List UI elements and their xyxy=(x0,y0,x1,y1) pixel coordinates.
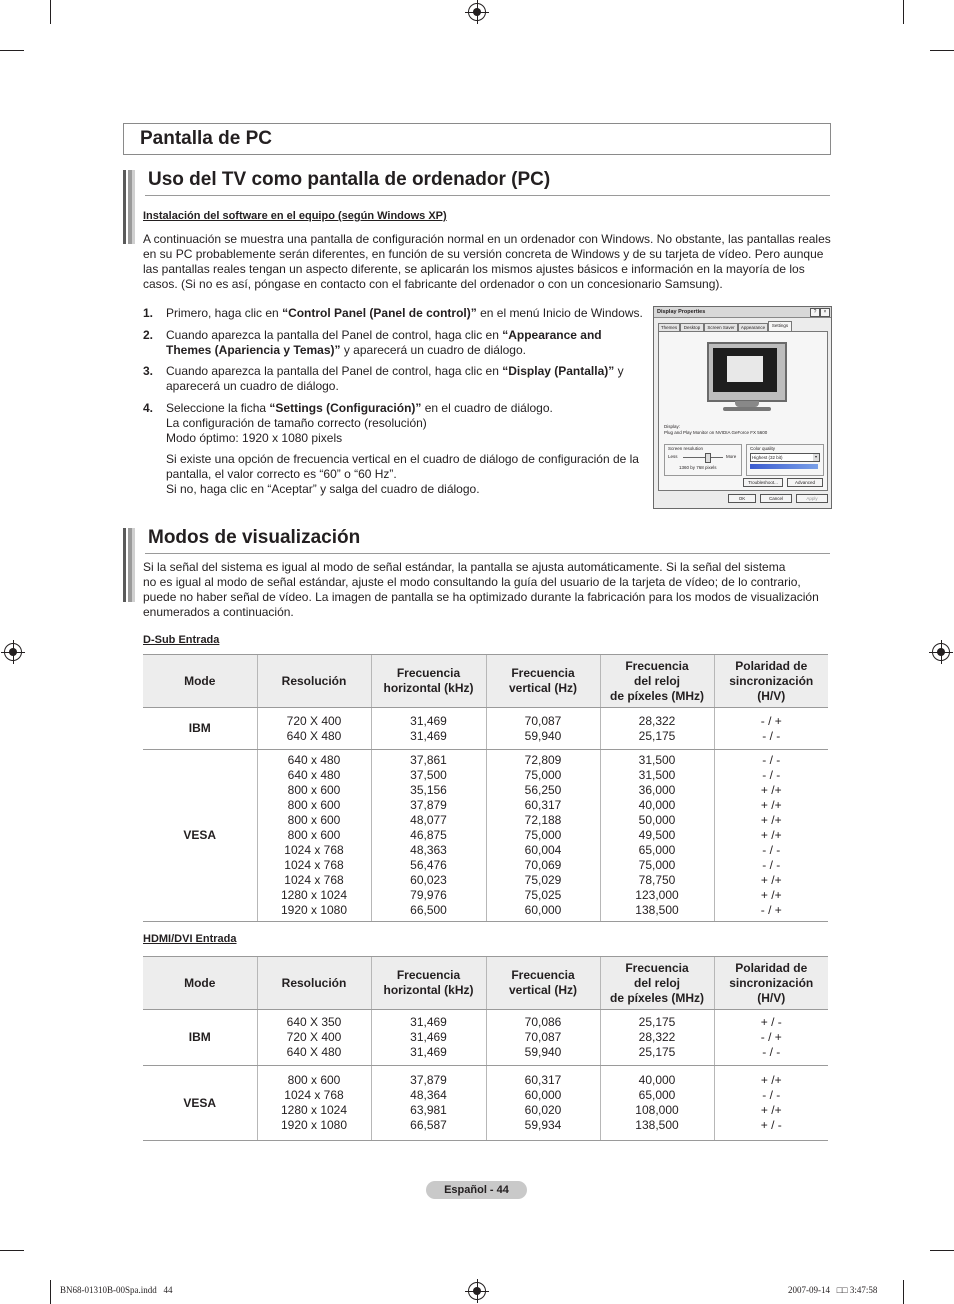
cell-value: 1280 x 1024 xyxy=(280,888,348,902)
cell-value: 72,188 xyxy=(524,813,562,827)
cell-value: 800 x 600 xyxy=(287,813,341,827)
color-label: Color quality xyxy=(750,446,776,451)
cell-value: 31,469 xyxy=(410,1045,447,1059)
table-cell xyxy=(371,708,486,750)
table-row xyxy=(143,750,828,922)
resolution-label: Screen resolution xyxy=(668,446,704,451)
cell-value: - / - xyxy=(762,1088,781,1102)
section-title: Modos de visualización xyxy=(148,527,361,548)
section-bar xyxy=(123,528,135,602)
cell-value: 640 x 480 xyxy=(287,753,341,767)
column-header xyxy=(257,957,371,1010)
cell-value: 800 x 600 xyxy=(287,828,341,842)
close-icon[interactable]: × xyxy=(820,308,830,317)
cell-value: 640 X 350 xyxy=(286,1015,342,1029)
cell-value: 138,500 xyxy=(635,1118,679,1132)
cell-value: 75,000 xyxy=(524,828,562,842)
step-text: Primero, haga clic en xyxy=(166,306,283,320)
cell-value: 60,000 xyxy=(524,1088,562,1102)
cell-value: 70,069 xyxy=(524,858,562,872)
table-cell xyxy=(714,708,828,750)
crop-mark xyxy=(0,1250,24,1251)
slider-thumb[interactable] xyxy=(705,453,711,463)
cell-value: 800 x 600 xyxy=(287,798,341,812)
cell-value: 48,077 xyxy=(410,813,447,827)
cancel-button[interactable]: Cancel xyxy=(760,494,792,503)
page-title-box xyxy=(123,123,831,155)
color-bar xyxy=(750,464,818,469)
cell-value: - / - xyxy=(762,728,781,743)
cell-value: 35,156 xyxy=(410,783,447,797)
step4-line: La configuración de tamaño correcto (resolución) xyxy=(166,416,427,430)
cell-value: 59,934 xyxy=(524,1118,562,1132)
step-text: Seleccione la ficha xyxy=(166,401,270,415)
cell-value: 123,000 xyxy=(635,888,679,902)
header-line: Frecuencia xyxy=(396,968,461,982)
header-line: Resolución xyxy=(281,975,347,990)
page-title: Pantalla de PC xyxy=(140,128,272,149)
crop-mark xyxy=(903,1280,904,1304)
table-cell xyxy=(486,1010,600,1066)
cell-value: 28,322 xyxy=(638,1030,676,1044)
step-bold: “Display (Pantalla)” xyxy=(502,364,615,378)
cell-value: 1920 x 1080 xyxy=(280,903,348,917)
color-value: Highest (32 bit) xyxy=(752,455,783,460)
cell-value: 25,175 xyxy=(638,728,676,743)
chevron-down-icon: ▾ xyxy=(814,454,817,459)
dialog-title: Display Properties xyxy=(657,309,706,315)
step-number: 4. xyxy=(143,401,154,415)
cell-value: - / - xyxy=(762,753,781,767)
note-line: pantalla, el valor correcto es “60” o “60 Hz”. xyxy=(166,467,397,481)
step-number: 2. xyxy=(143,328,154,342)
apply-button[interactable]: Apply xyxy=(796,494,828,503)
install-subheading: Instalación del software en el equipo (según Windows XP) xyxy=(143,210,447,222)
registration-mark-icon xyxy=(4,643,22,661)
header-line: horizontal (kHz) xyxy=(383,681,474,695)
table-cell xyxy=(600,1066,714,1141)
header-line: Frecuencia xyxy=(511,666,575,680)
table-cell xyxy=(486,750,600,922)
cell-value: 28,322 xyxy=(638,713,676,728)
cell-value: 720 X 400 xyxy=(286,713,342,728)
table-cell xyxy=(257,1066,371,1141)
page-number-badge: Español - 44 xyxy=(426,1181,527,1199)
cell-value: 70,087 xyxy=(524,713,562,728)
intro-line: casos. (Si no es así, póngase en contacto con el fabricante del ordenador o con un concesionario Samsung). xyxy=(143,277,723,291)
cell-value: 60,317 xyxy=(524,1073,562,1087)
cell-value: - / + xyxy=(760,903,782,917)
advanced-button[interactable]: Advanced xyxy=(787,478,823,487)
mode-cell: VESA xyxy=(143,750,257,922)
cell-value: 37,500 xyxy=(410,768,447,782)
cell-value: 75,000 xyxy=(524,768,562,782)
column-header xyxy=(714,957,828,1010)
cell-value: 72,809 xyxy=(524,753,562,767)
header-line: del reloj xyxy=(633,975,680,990)
cell-value: 60,020 xyxy=(524,1103,562,1117)
cell-value: 60,000 xyxy=(524,903,562,917)
cell-value: + /+ xyxy=(760,873,782,887)
display-label: Display: xyxy=(664,424,681,429)
header-line: Frecuencia xyxy=(511,968,575,982)
mode-cell: IBM xyxy=(143,1010,257,1066)
step-bold: “Control Panel (Panel de control)” xyxy=(282,306,477,320)
cell-value: 56,476 xyxy=(410,858,447,872)
header-line: (H/V) xyxy=(757,688,786,703)
install-intro xyxy=(143,232,833,292)
cell-value: 66,587 xyxy=(410,1118,447,1132)
cell-value: 1024 x 768 xyxy=(284,843,344,857)
monitor-preview xyxy=(707,342,787,402)
less-label: Less xyxy=(668,454,678,459)
header-line: de píxeles (MHz) xyxy=(609,990,705,1005)
file-slug: BN68-01310B-00Spa.indd 44 xyxy=(60,1285,173,1295)
column-header xyxy=(600,957,714,1010)
mode-cell: IBM xyxy=(143,708,257,750)
column-header xyxy=(143,655,257,708)
cell-value: 37,879 xyxy=(410,1073,447,1087)
cell-value: 63,981 xyxy=(410,1103,447,1117)
ok-button[interactable]: OK xyxy=(728,494,756,503)
cell-value: 40,000 xyxy=(638,1073,676,1087)
tab-settings[interactable]: Settings xyxy=(768,321,792,331)
cell-value: 70,087 xyxy=(524,1030,562,1044)
cell-value: 60,023 xyxy=(410,873,447,887)
section-rule xyxy=(145,553,830,554)
column-header xyxy=(371,957,486,1010)
step4-line: Modo óptimo: 1920 x 1080 pixels xyxy=(166,431,343,445)
column-header xyxy=(600,655,714,708)
cell-value: 31,500 xyxy=(638,753,676,767)
table-cell xyxy=(486,708,600,750)
column-header xyxy=(714,655,828,708)
cell-value: 108,000 xyxy=(635,1103,679,1117)
cell-value: 31,469 xyxy=(410,1015,447,1029)
cell-value: + /+ xyxy=(760,828,782,842)
tab-desktop[interactable]: Desktop xyxy=(680,323,704,331)
header-line: Frecuencia xyxy=(625,658,689,673)
step-bold: “Settings (Configuración)” xyxy=(269,401,422,415)
cell-value: 78,750 xyxy=(638,873,676,887)
table-cell xyxy=(600,708,714,750)
step-number: 1. xyxy=(143,306,154,320)
cell-value: 800 x 600 xyxy=(287,783,341,797)
cell-value: 31,500 xyxy=(638,768,676,782)
cell-value: 25,175 xyxy=(638,1015,676,1029)
troubleshoot-button[interactable]: Troubleshoot... xyxy=(743,478,783,487)
header-line: vertical (Hz) xyxy=(508,681,578,695)
header-line: Polaridad de xyxy=(735,960,808,975)
dsub-modes-table xyxy=(143,654,828,922)
table-header-row xyxy=(143,957,828,1010)
step-text: en el cuadro de diálogo. xyxy=(421,401,553,415)
cell-value: 37,879 xyxy=(410,798,447,812)
cell-value: 1280 x 1024 xyxy=(280,1103,348,1117)
table-cell xyxy=(371,1010,486,1066)
display-value: Plug and Play Monitor on NVIDIA GeForce FX 5600 xyxy=(664,430,768,435)
cell-value: 50,000 xyxy=(638,813,676,827)
intro-line: las pantallas reales tengan un aspecto diferente, se aplicarán los mismos ajustes básicos e información en la mayoría de los xyxy=(143,262,805,276)
cell-value: 25,175 xyxy=(638,1045,676,1059)
cell-value: 720 X 400 xyxy=(286,1030,342,1044)
table-cell xyxy=(714,1066,828,1141)
note-line: Si no, haga clic en “Aceptar” y salga del cuadro de diálogo. xyxy=(166,482,480,496)
cell-value: 1920 x 1080 xyxy=(280,1118,348,1132)
table-cell xyxy=(600,750,714,922)
more-label: More xyxy=(726,454,737,459)
cell-value: 49,500 xyxy=(638,828,676,842)
header-line: horizontal (kHz) xyxy=(383,983,474,997)
header-line: Polaridad de xyxy=(735,658,808,673)
cell-value: 640 X 480 xyxy=(286,728,342,743)
tab-screen-saver[interactable]: Screen Saver xyxy=(704,323,738,331)
crop-mark xyxy=(0,50,24,51)
intro-line: enumerados a continuación. xyxy=(143,605,294,619)
table-cell xyxy=(257,708,371,750)
column-header xyxy=(486,655,600,708)
section-rule xyxy=(145,195,830,196)
column-header xyxy=(143,957,257,1010)
cell-value: 59,940 xyxy=(524,728,562,743)
section-bar xyxy=(123,170,135,244)
header-line: vertical (Hz) xyxy=(508,983,578,997)
cell-value: 31,469 xyxy=(410,1030,447,1044)
cell-value: 59,940 xyxy=(524,1045,562,1059)
cell-value: 75,000 xyxy=(638,858,676,872)
cell-value: + /+ xyxy=(760,1073,782,1087)
cell-value: - / - xyxy=(762,1045,781,1059)
intro-line: Si la señal del sistema es igual al modo de señal estándar, la pantalla se ajusta automáticamente. Si la señal del sistema xyxy=(143,560,786,574)
monitor-base xyxy=(723,407,771,411)
header-line: (H/V) xyxy=(757,990,786,1005)
table-cell xyxy=(714,1010,828,1066)
tab-appearance[interactable]: Appearance xyxy=(738,323,768,331)
intro-line: A continuación se muestra una pantalla de configuración normal en un ordenador con Windows. No obstante, las pantallas reales xyxy=(143,232,831,246)
table-header-row xyxy=(143,655,828,708)
cell-value: 60,004 xyxy=(524,843,562,857)
crop-mark xyxy=(50,0,51,24)
intro-line: en su PC probablemente serán diferentes, en función de su versión concreta de Windows y de su tarjeta de vídeo. Pero aunque xyxy=(143,247,824,261)
cell-value: - / - xyxy=(762,858,781,872)
intro-line: puede no haber señal de vídeo. La imagen de pantalla se ha optimizado durante la fabricación para los modos de visualización xyxy=(143,590,819,604)
header-line: sincronización xyxy=(729,975,814,990)
table-cell xyxy=(257,750,371,922)
registration-mark-icon xyxy=(932,643,950,661)
help-icon[interactable]: ? xyxy=(810,308,820,317)
resolution-value: 1360 by 768 pixels xyxy=(679,465,717,470)
display-properties-dialog xyxy=(653,306,832,509)
settings-panel xyxy=(658,331,828,491)
cell-value: 31,469 xyxy=(410,713,447,728)
cell-value: 75,025 xyxy=(524,888,562,902)
cell-value: 70,086 xyxy=(524,1015,562,1029)
cell-value: + /+ xyxy=(760,813,782,827)
hdmi-modes-table xyxy=(143,956,828,1141)
table-row xyxy=(143,1066,828,1141)
cell-value: 79,976 xyxy=(410,888,447,902)
registration-mark-icon xyxy=(468,1282,486,1300)
cell-value: 48,364 xyxy=(410,1088,447,1102)
mode-cell: VESA xyxy=(143,1066,257,1141)
cell-value: 75,029 xyxy=(524,873,562,887)
dialog-titlebar xyxy=(654,307,831,318)
step4-note xyxy=(166,452,646,497)
cell-value: 36,000 xyxy=(638,783,676,797)
header-line: Mode xyxy=(184,975,216,990)
tab-themes[interactable]: Themes xyxy=(658,323,680,331)
cell-value: 60,317 xyxy=(524,798,562,812)
cell-value: 800 x 600 xyxy=(287,1073,341,1087)
table-cell xyxy=(257,1010,371,1066)
step-text: y aparecerá un cuadro de diálogo. xyxy=(166,364,624,393)
cell-value: - / - xyxy=(762,843,781,857)
table-cell xyxy=(714,750,828,922)
cell-value: + /+ xyxy=(760,798,782,812)
table-cell xyxy=(371,1066,486,1141)
column-header xyxy=(486,957,600,1010)
cell-value: - / + xyxy=(760,713,782,728)
cell-value: 48,363 xyxy=(410,843,447,857)
cell-value: 65,000 xyxy=(638,1088,676,1102)
hdmi-label: HDMI/DVI Entrada xyxy=(143,933,237,945)
cell-value: 31,469 xyxy=(410,728,447,743)
header-line: del reloj xyxy=(633,673,680,688)
column-header xyxy=(257,655,371,708)
column-header xyxy=(371,655,486,708)
header-line: Frecuencia xyxy=(396,666,461,680)
table-cell xyxy=(371,750,486,922)
header-line: Frecuencia xyxy=(625,960,689,975)
header-line: Resolución xyxy=(281,673,347,688)
intro-line: no es igual al modo de señal estándar, ajuste el modo consultando la guía del usuario de la tarjeta de vídeo; de lo contrario, xyxy=(143,575,801,589)
crop-mark xyxy=(903,0,904,24)
cell-value: 66,500 xyxy=(410,903,447,917)
header-line: sincronización xyxy=(729,673,814,688)
crop-mark xyxy=(50,1280,51,1304)
cell-value: + /+ xyxy=(760,783,782,797)
color-select[interactable] xyxy=(750,453,820,462)
header-line: de píxeles (MHz) xyxy=(609,688,705,703)
cell-value: - / - xyxy=(762,768,781,782)
crop-mark xyxy=(930,50,954,51)
cell-value: 1024 x 768 xyxy=(284,1088,344,1102)
cell-value: + / - xyxy=(760,1118,782,1132)
color-quality-group xyxy=(746,444,824,476)
table-row xyxy=(143,708,828,750)
date-slug: 2007-09-14 □□ 3:47:58 xyxy=(788,1285,878,1295)
cell-value: + /+ xyxy=(760,888,782,902)
cell-value: 1024 x 768 xyxy=(284,873,344,887)
dsub-label: D-Sub Entrada xyxy=(143,634,220,646)
cell-value: 1024 x 768 xyxy=(284,858,344,872)
crop-mark xyxy=(930,1250,954,1251)
cell-value: 65,000 xyxy=(638,843,676,857)
step-number: 3. xyxy=(143,364,154,378)
cell-value: 40,000 xyxy=(638,798,676,812)
cell-value: 37,861 xyxy=(410,753,447,767)
cell-value: 46,875 xyxy=(410,828,447,842)
note-line: Si existe una opción de frecuencia vertical en el cuadro de diálogo de configuración de la xyxy=(166,452,639,466)
resolution-slider[interactable] xyxy=(683,457,723,458)
step-text: Cuando aparezca la pantalla del Panel de control, haga clic en xyxy=(166,328,503,342)
cell-value: + /+ xyxy=(760,1103,782,1117)
resolution-group xyxy=(664,444,742,476)
modes-intro xyxy=(143,560,833,620)
cell-value: 56,250 xyxy=(524,783,562,797)
cell-value: 138,500 xyxy=(635,903,679,917)
step-text: Cuando aparezca la pantalla del Panel de control, haga clic en xyxy=(166,364,503,378)
header-line: Mode xyxy=(184,673,216,688)
cell-value: 640 X 480 xyxy=(286,1045,342,1059)
cell-value: + / - xyxy=(760,1015,782,1029)
registration-mark-icon xyxy=(468,3,486,21)
section-title: Uso del TV como pantalla de ordenador (PC) xyxy=(148,169,551,190)
table-cell xyxy=(600,1010,714,1066)
cell-value: 640 x 480 xyxy=(287,768,341,782)
table-cell xyxy=(486,1066,600,1141)
step-text: en el menú Inicio de Windows. xyxy=(476,306,643,320)
step-text: y aparecerá un cuadro de diálogo. xyxy=(340,343,526,357)
cell-value: - / + xyxy=(760,1030,782,1044)
table-row xyxy=(143,1010,828,1066)
step-bold: “Appearance and Themes (Apariencia y Temas)” xyxy=(166,328,602,357)
